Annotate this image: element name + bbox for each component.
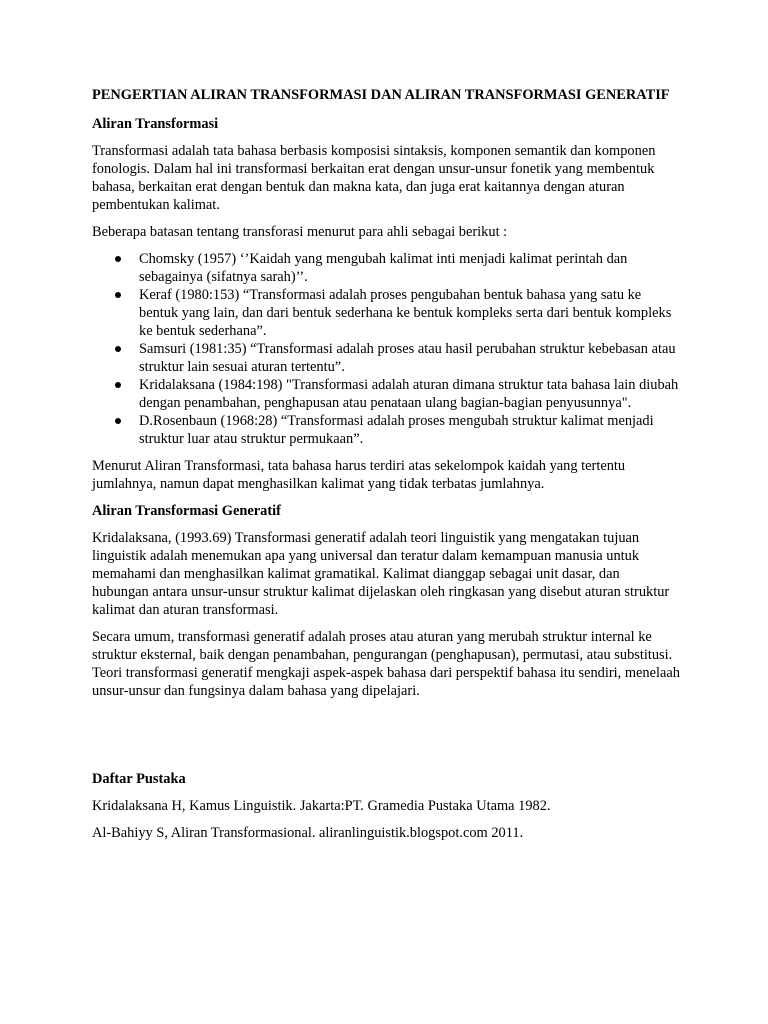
list-item: [92, 412, 680, 448]
section-heading-aliran-transformasi: Aliran Transformasi: [92, 116, 219, 132]
list-item: [92, 250, 680, 286]
references-heading: Daftar Pustaka: [92, 771, 186, 787]
blank-space: [92, 709, 680, 770]
reference-item: Al-Bahiyy S, Aliran Transformasional. aliranlinguistik.blogspot.com 2011.: [92, 825, 524, 841]
list-item: [92, 376, 680, 412]
list-item: [92, 340, 680, 376]
section-heading-transformasi-generatif: Aliran Transformasi Generatif: [92, 503, 281, 519]
list-item-text: Chomsky (1957) ‘’Kaidah yang mengubah kalimat inti menjadi kalimat perintah dan sebagainya (sifatnya sarah)’’.: [139, 251, 628, 285]
paragraph-generatif-definition: Kridalaksana, (1993.69) Transformasi generatif adalah teori linguistik yang mengatakan tujuan linguistik adalah menemukan apa yang universal dan teratur dalam kemampuan manusia untuk memahami dan menghasilkan kalimat gramatikal. Kalimat dianggap sebagai unit dasar, dan hubungan antara unsur-unsur struktur kalimat dijelaskan oleh ringkasan yang disebut aturan struktur kalimat dan aturan transformasi.: [92, 530, 670, 618]
bullet-icon: [115, 346, 121, 352]
document-title: PENGERTIAN ALIRAN TRANSFORMASI DAN ALIRAN TRANSFORMASI GENERATIF: [92, 87, 670, 103]
paragraph-generatif-general: Secara umum, transformasi generatif adalah proses atau aturan yang merubah struktur internal ke struktur eksternal, baik dengan penambahan, pengurangan (penghapusan), permutasi, atau substitusi. Teori transformasi generatif mengkaji aspek-aspek bahasa dari perspektif bahasa itu sendiri, menelaah unsur-unsur dan fungsinya dalam bahasa yang dipelajari.: [92, 629, 680, 699]
bullet-icon: [115, 256, 121, 262]
bullet-icon: [115, 382, 121, 388]
paragraph-definition: Transformasi adalah tata bahasa berbasis komposisi sintaksis, komponen semantik dan komponen fonologis. Dalam hal ini transformasi berkaitan erat dengan unsur-unsur fonetik yang membentuk bahasa, berkaitan erat dengan bentuk dan makna kata, dan juga erat kaitannya dengan aturan pembentukan kalimat.: [92, 143, 656, 213]
document-page: [92, 86, 680, 851]
list-item: [92, 286, 680, 340]
list-item-text: Keraf (1980:153) “Transformasi adalah proses pengubahan bentuk bahasa yang satu ke bentuk yang lain, dan dari bentuk sederhana ke bentuk kompleks serta dari bentuk kompleks ke bentuk sederhana”.: [139, 287, 672, 339]
bullet-icon: [115, 418, 121, 424]
paragraph-intro-list: Beberapa batasan tentang transforasi menurut para ahli sebagai berikut :: [92, 224, 508, 240]
reference-item: Kridalaksana H, Kamus Linguistik. Jakarta:PT. Gramedia Pustaka Utama 1982.: [92, 798, 551, 814]
bullet-icon: [115, 292, 121, 298]
paragraph-summary: Menurut Aliran Transformasi, tata bahasa harus terdiri atas sekelompok kaidah yang tertentu jumlahnya, namun dapat menghasilkan kalimat yang tidak terbatas jumlahnya.: [92, 458, 626, 492]
list-item-text: D.Rosenbaun (1968:28) “Transformasi adalah proses mengubah struktur kalimat menjadi struktur luar atau struktur permukaan”.: [139, 413, 654, 447]
expert-definitions-list: [92, 250, 680, 448]
list-item-text: Samsuri (1981:35) “Transformasi adalah proses atau hasil perubahan struktur kebebasan atau struktur lain sesuai aturan tertentu”.: [139, 341, 676, 375]
list-item-text: Kridalaksana (1984:198) "Transformasi adalah aturan dimana struktur tata bahasa lain diubah dengan penambahan, penghapusan atau penataan ulang bagian-bagian penyusunnya".: [139, 377, 679, 411]
